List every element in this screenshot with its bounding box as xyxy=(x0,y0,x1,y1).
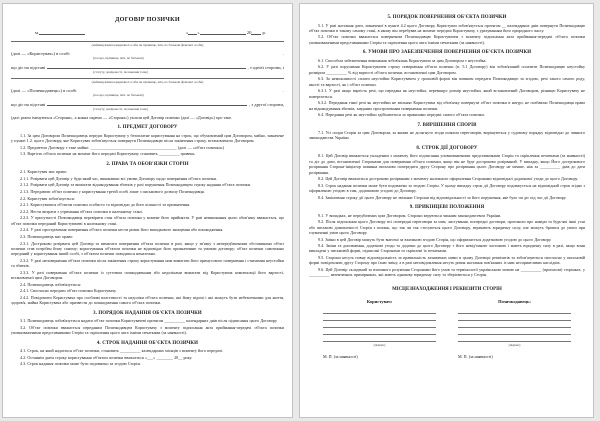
month-blank[interactable] xyxy=(200,34,246,35)
clause: 8.3. Строк надання позички може бути подовжено за згодою Сторін. У цьому випадку строк дії Договору подовжується на відповідний строк згідно з оформленою угодою в тим, додатковою угодою до Договору. xyxy=(309,182,585,194)
date-field: « » 20 р. xyxy=(186,30,266,35)
section-heading-8: 8. СТРОК ДІЇ ДОГОВОРУ xyxy=(416,145,478,151)
clause: 2.1.3. Передавати об'єкт позички у користування третій особі лише з письмового дозволу Позичкодавця. xyxy=(20,189,205,195)
caption-entity-lender: (найменування юридичної особи чи прізвище, ім'я, по батькові фізичної особи) xyxy=(91,80,204,84)
clause: 1.2. Предметом Договору є таке майно: __________________________________________ (далі — «об'єкт позички») xyxy=(20,144,225,150)
requisites-line[interactable] xyxy=(458,320,571,321)
clause: 6.2. У разі порушення Користувачем строку повернення об'єкта позички (п. 5.1 Договору) він зобов'язаний сплатити Позичкодавцю неустойку розміром __________ % від вартості об'єкта позички, встановленої цим Договором. xyxy=(309,64,585,75)
signatures-heading: МІСЦЕЗНАХОДЖЕННЯ І РЕКВІЗИТИ СТОРІН xyxy=(392,286,502,292)
clause: 2.2.1. Користуватися об'єктом позички особисто та відповідно до його кількості та призначення. xyxy=(20,202,191,208)
clause: 9.6. Цей Договір складений за взаємного розуміння Сторонами його умов та термінології українською мовою на __________ (прописом) сторінках, у __________ автентичних примірниках, які мають однакову юридичну силу та зберігаються у Сторін. xyxy=(309,267,585,278)
requisites-line[interactable] xyxy=(323,327,436,328)
caption-entity-user: (найменування юридичної особи чи прізвище, ім'я, по батькові фізичної особи) xyxy=(91,43,204,47)
clause: 8.2. Цей Договір вважається достроково розірваним з моменту належного оформлення Сторонами відповідної додаткової угоди до цього Договору. xyxy=(318,176,579,182)
signature-role-user: Користувач: xyxy=(366,298,393,304)
user-entity-rule xyxy=(11,41,284,42)
user-basis-line: що діє на підставі , з однієї сторони, і xyxy=(11,65,284,70)
clause: 6.3.1. У разі якщо вартість речі, що передана як неустойка, перевищує розмір неустойки, який встановлений Договором, різницю Користувачу не повертається. xyxy=(309,88,585,99)
clause: 2.4.2. Повідомити Користувача про особливі властивості та недоліки об'єкта позички, які йому відомі і які можуть бути небезпечними для життя, здоров'я, майна Користувача або призвести до пошкодження самого об'єкта позички. xyxy=(11,294,284,306)
clause: 7.1. Усі спори Сторін за цим Договором, за якими не досягнуто згоди шляхом переговорів, вирішуються у судовому порядку відповідно до чинного законодавства України. xyxy=(309,130,585,141)
clause: 2.3.1. Достроково розірвати цей Договір та вимагати повернення об'єкта позички в разі, якщо у зв'язку з непередбаченими обставинами об'єкт позички став потрібен йому самому; користування об'єктом позички не відповідає його призначенню та умовам договору; об'єкт позички самочинно переданий у користування іншій особі, з об'єктом позички поводяться неналежно. xyxy=(11,240,284,257)
section-heading-1: 1. ПРЕДМЕТ ДОГОВОРУ xyxy=(117,125,178,131)
clause: 8.4. Закінчення строку дії цього Договору не звільняє Сторони від відповідальності за його порушення, яке було чи діє під час дії Договору. xyxy=(318,194,567,200)
clause: 2.4. Позичкодавець зобов'язується: xyxy=(20,281,82,287)
page-title: ДОГОВІР ПОЗИЧКИ xyxy=(115,16,180,23)
caption-person-lender: (посада, прізвище, ім'я, по батькові) xyxy=(93,93,144,97)
requisites-line[interactable] xyxy=(323,313,436,314)
clause: 6.3.2. Передання такої речі як неустойки не звільняє Користувача від обов'язку повернути об'єкт позички в натурі, не позбавляє Позичкодавця права на відшкодування збитків, завданих простроченням повернення позички. xyxy=(309,100,585,111)
section-heading-5: 5. ПОРЯДОК ПОВЕРНЕННЯ ОБ'ЄКТА ПОЗИЧКИ xyxy=(387,15,507,20)
clause: 2.3. Позичкодавець має право: xyxy=(20,233,74,239)
clause: 2.1. Користувач має право: xyxy=(20,169,68,175)
clause: 1.3. Вартість об'єкта позички на момент його передачі Користувачу становить __________ гривень. xyxy=(20,151,196,157)
signature-role-lender: Позичкодавець: xyxy=(498,298,531,304)
clause: 4.3. Строк надання позички може бути подовжено за згодою Сторін. xyxy=(20,361,141,367)
requisites-line[interactable] xyxy=(323,334,436,335)
clause: 8.1. Цей Договір вважається укладеним з моменту його підписання уповноваженими представниками Сторін та скріплення печатками (за наявності) та діє до дати, встановленої Сторонами для повернення об'єкта позички, якщо він не буде достроково розірваний. У випадку, якщо Його дострокового розірвання Сторона-ініціатор повинна письмово попередити другу Сторону про розірвання цього Договору не менше, ніж за __________ днів до дати розірвання. xyxy=(309,153,585,175)
clause: 9.5. Сторони несуть повну відповідальність за правильність зазначених ними в цьому Договорі реквізитів та зобов'язуються своєчасно у письмовій формі повідомляти другу Сторону про їхню зміну, а в разі неповідомлення несуть ризик настання пов'язаних із ним несприятливих наслідків. xyxy=(309,255,585,266)
section-heading-3: 3. ПОРЯДОК НАДАННЯ ОБ'ЄКТА ПОЗИЧКИ xyxy=(93,310,202,316)
clause: 5.1. У разі настання дати, зазначеної в пункті 4.2 цього Договору, Користувач зобов'язується протягом __ календарних днів повернути Позичкодавцю об'єкт позички в такому самому стані, в якому він перебував на момент передачі Користувачу, з урахуванням його природного зносу. xyxy=(309,22,585,33)
signature-caption-user: (підпис) xyxy=(373,343,386,348)
lender-party-line: (далі — «Позичкодавець») в особі . xyxy=(11,88,284,93)
signature-line-user[interactable] xyxy=(323,341,436,342)
requisites-line[interactable] xyxy=(458,327,571,328)
requisites-line[interactable] xyxy=(458,334,571,335)
clause: 5.2. Об'єкт позички вважається поверненим Позичкодавцю Користувачем з моменту підписання акта приймання-передачі об'єкта позички уповноваженими представниками Сторін та скріплення цього акта їхніми печатками (за наявності). xyxy=(309,34,585,45)
clause: 6.3. За неможливості сплати неустойки Користувачем у грошовій формі він повинен передати Позичкодавцю за згодою, речі такого самого роду, якості та вартості, як і об'єкт позички. xyxy=(309,76,585,87)
user-basis-blank[interactable] xyxy=(47,64,245,69)
place-field: м. xyxy=(35,30,85,35)
section-heading-2: 2. ПРАВА ТА ОБОВ'ЯЗКИ СТОРІН xyxy=(106,161,189,167)
signature-caption-lender: (підпис) xyxy=(508,343,521,348)
user-line-dot: . xyxy=(282,51,284,56)
lender-basis-line: що діє на підставі , з другої сторони, xyxy=(11,102,284,107)
stamp-note-user: М. П. (за наявності) xyxy=(323,354,358,360)
signatures-grid xyxy=(309,299,585,360)
lender-basis-blank[interactable] xyxy=(47,101,247,106)
signature-block-user xyxy=(323,299,436,360)
lender-entity-rule xyxy=(11,78,284,79)
section-heading-6: 6. УМОВИ ПРО ЗАБЕЗПЕЧЕННЯ ПОВЕРНЕННЯ ОБ'ЄКТА ПОЗИЧКИ xyxy=(362,50,532,56)
clause: 2.1.1. Розірвати цей Договір у будь-який час, виконавши всі умови Договору щодо повернення об'єкта позички. xyxy=(20,175,218,181)
clause: 4.1. Строк, на який надається об'єкт позички, становить __________ календарних місяців з моменту його передачі. xyxy=(20,348,223,354)
clause: 2.3.2. У разі неповернення об'єкта позички після закінчення строку користування ним вимагати його примусового повернення і стягнення неустойки та збитків. xyxy=(11,257,284,269)
day-blank[interactable] xyxy=(188,34,197,35)
clause: 2.2.3. У присутності Позичкодавця перевірити стан об'єкта позички у момент його прийняття. У разі невиконання цього обов'язку вважається, що об'єкт позички переданий Користувачеві в належному стані. xyxy=(11,215,284,226)
requisites-line[interactable] xyxy=(458,313,571,314)
clause: 6.4. Передання речі як неустойки здійснюється за правилами передачі самого об'єкта позички. xyxy=(318,112,485,118)
clause: 9.1. У випадках, не передбачених цим Договором, Сторони керуються чинним законодавством України. xyxy=(318,212,502,218)
caption-basis-user: (статуту, довіреності, положення тощо) xyxy=(93,70,149,74)
section-heading-9: 9. ПРИКІНЦЕВІ ПОЛОЖЕННЯ xyxy=(409,205,485,211)
clause: 9.4. Зміни та доповнення, додаткові угоди та додатки до цього Договору є його невід'ємною частиною і мають юридичну силу в разі, якщо вони викладені у письмовій формі, підписані Сторонами та скріплені їх печатками. xyxy=(309,243,585,254)
caption-basis-lender: (статуту, довіреності, положення тощо) xyxy=(93,107,149,111)
signature-line-lender[interactable] xyxy=(458,341,571,342)
clause: 9.3. Зміни в цей Договір можуть бути внесені за взаємною згодою Сторін, що оформляється додатковою угодою до цього Договору. xyxy=(318,236,552,242)
document-page-2[interactable] xyxy=(299,3,594,418)
requisites-line[interactable] xyxy=(323,320,436,321)
section-heading-7: 7. ВИРІШЕННЯ СПОРІВ xyxy=(417,122,477,128)
clause: 3.1. Позичкодавець зобов'язується надати об'єкт позички Користувачеві протягом __________ календарних днів після підписання цього Договору. xyxy=(20,318,278,324)
place-blank[interactable] xyxy=(39,34,85,35)
clause: 2.3.3. У разі повернення об'єкта позички із суттєвим пошкодженням або недоліками вимагати від Користувача компенсації його вартості, встановленої цим Договором. xyxy=(11,269,284,281)
year-blank[interactable] xyxy=(251,34,261,35)
place-date-row xyxy=(11,30,284,35)
lender-line-dot: . xyxy=(282,88,284,93)
document-page-1[interactable] xyxy=(2,3,293,418)
signature-block-lender xyxy=(458,299,571,360)
clause: 4.2. Останнім днем строку користування об'єктом позички вважається «___» ________ 20__ року. xyxy=(20,354,193,360)
clause: 1.1. За цим Договором Позичкодавець передає Користувачу у безоплатне користування на строк, що обумовлений цим Договором, майно, зазначене у пункті 1.2. цього Договору, яке Користувач зобов'язується повернути Позичкодавцю після закінчення строку, встановленого Договором. xyxy=(11,132,284,144)
section-heading-4: 4. СТРОК НАДАННЯ ОБ'ЄКТА ПОЗИЧКИ xyxy=(97,340,198,346)
caption-person-user: (посада, прізвище, ім'я, по батькові) xyxy=(93,56,144,60)
clause: 2.2.4. У разі прострочення повернення об'єкта позички нести ризик його випадкового знищення або пошкодження. xyxy=(20,227,224,233)
clause: 2.2. Користувач зобов'язується: xyxy=(20,195,75,201)
clause: 9.2. Після підписання цього Договору всі попередні переговори за ним, листування, попередні договори, протоколи про наміри та будь-які інші усні або письмові домовленості Сторін з питань, що так чи так стосуються цього Договору, втрачають юридичну силу, але можуть братися до уваги при тлумаченні умов цього Договору. xyxy=(309,219,585,235)
clause: 2.1.2. Розірвати цей Договір та вимагати відшкодування збитків у разі порушення Позичкодавцем строку надання об'єкта позички. xyxy=(20,182,251,188)
clause: 6.1. Способом забезпечення виконання зобов'язань Користувача за цим Договором є неустойка. xyxy=(318,57,487,63)
clause: 2.2.2. Нести витрати з утримання об'єкта позички в належному стані. xyxy=(20,208,143,214)
preamble-closing: (далі разом іменуються «Сторони», а кожна окремо — «Сторона») уклали цей Договір позички (далі — «Договір») про таке. xyxy=(11,115,233,120)
clause: 3.2. Об'єкт позички вважається переданим Позичкодавцем Користувачу з моменту підписання акта приймання-передачі об'єкта позички уповноваженими представниками Сторін та скріплення цього акта їхніми печатками (за наявності). xyxy=(11,324,284,336)
user-party-line: (далі — «Користувач») в особі . xyxy=(11,51,284,56)
clause: 2.4.1. Своєчасно передати об'єкт позички Користувачу. xyxy=(20,288,117,294)
stamp-note-lender: М. П. (за наявності) xyxy=(458,354,493,360)
